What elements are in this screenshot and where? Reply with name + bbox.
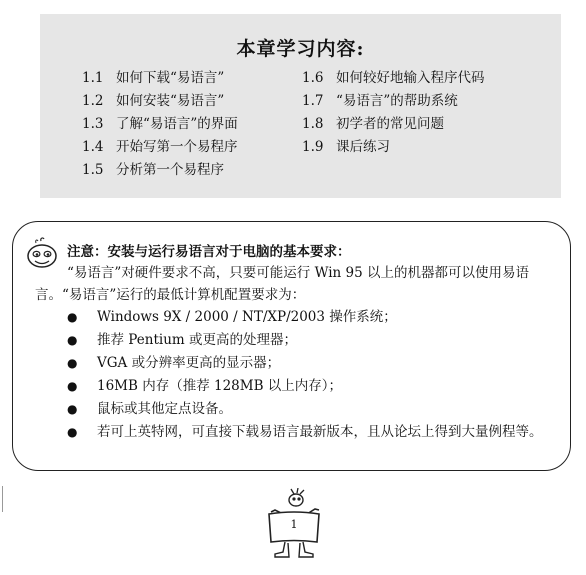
margin-mark — [2, 486, 3, 512]
bullet-icon: ● — [67, 425, 78, 439]
toc-item-label: “易语言”的帮助系统 — [336, 93, 458, 109]
note-box — [12, 221, 571, 471]
list-item — [63, 375, 555, 397]
toc-item-number: 1.8 — [302, 116, 324, 132]
toc-item-number: 1.3 — [82, 116, 104, 132]
list-item — [63, 398, 555, 420]
toc-item — [82, 67, 238, 90]
list-item — [63, 306, 555, 328]
requirements-list — [63, 306, 555, 444]
toc-item-number: 1.2 — [82, 93, 104, 109]
chapter-contents-box — [40, 14, 561, 198]
toc-item — [82, 113, 238, 136]
toc-item — [82, 90, 238, 113]
toc-item-label: 如何安装“易语言” — [116, 93, 225, 109]
toc-item — [302, 113, 485, 136]
toc-item-label: 了解“易语言”的界面 — [116, 116, 238, 132]
requirement-text: 若可上英特网，可直接下载易语言最新版本，且从论坛上得到大量例程等。 — [97, 424, 543, 440]
bullet-icon: ● — [67, 356, 78, 370]
toc-item — [82, 159, 238, 182]
toc-item-label: 初学者的常见问题 — [336, 116, 444, 132]
requirement-text: 推荐 Pentium 或更高的处理器； — [97, 332, 297, 348]
bullet-icon: ● — [67, 379, 78, 393]
toc-item-label: 如何下载“易语言” — [116, 70, 225, 86]
toc-item-label: 课后练习 — [336, 139, 390, 155]
bullet-icon: ● — [67, 333, 78, 347]
list-item — [63, 421, 555, 443]
toc-item-label: 分析第一个易程序 — [116, 162, 224, 178]
list-item — [63, 329, 555, 351]
toc-item-number: 1.6 — [302, 70, 324, 86]
toc-item-number: 1.7 — [302, 93, 324, 109]
toc-item-number: 1.1 — [82, 70, 104, 86]
toc-item-number: 1.4 — [82, 139, 104, 155]
toc-item-number: 1.5 — [82, 162, 104, 178]
requirement-text: VGA 或分辨率更高的显示器； — [97, 355, 281, 371]
bullet-icon: ● — [67, 310, 78, 324]
toc-left-column — [82, 67, 238, 182]
toc-item — [82, 136, 238, 159]
toc-right-column — [302, 67, 485, 159]
bullet-icon: ● — [67, 402, 78, 416]
note-title: 注意：安装与运行易语言对于电脑的基本要求： — [67, 244, 351, 260]
toc-item-label: 如何较好地输入程序代码 — [336, 70, 485, 86]
list-item — [63, 352, 555, 374]
toc-item — [302, 90, 485, 113]
note-paragraph: “易语言”对硬件要求不高，只要可能运行 Win 95 以上的机器都可以使用易语言。“易语言”运行的最低计算机配置要求为： — [35, 265, 530, 303]
requirement-text: 16MB 内存（推荐 128MB 以上内存）； — [97, 378, 343, 394]
requirement-text: Windows 9X / 2000 / NT/XP/2003 操作系统； — [97, 309, 397, 325]
toc-item — [302, 67, 485, 90]
requirement-text: 鼠标或其他定点设备。 — [97, 401, 232, 417]
toc-item-number: 1.9 — [302, 139, 324, 155]
chapter-contents-title: 本章学习内容: — [236, 38, 365, 60]
page-number: 1 — [290, 518, 298, 531]
toc-item-label: 开始写第一个易程序 — [116, 139, 238, 155]
toc-item — [302, 136, 485, 159]
